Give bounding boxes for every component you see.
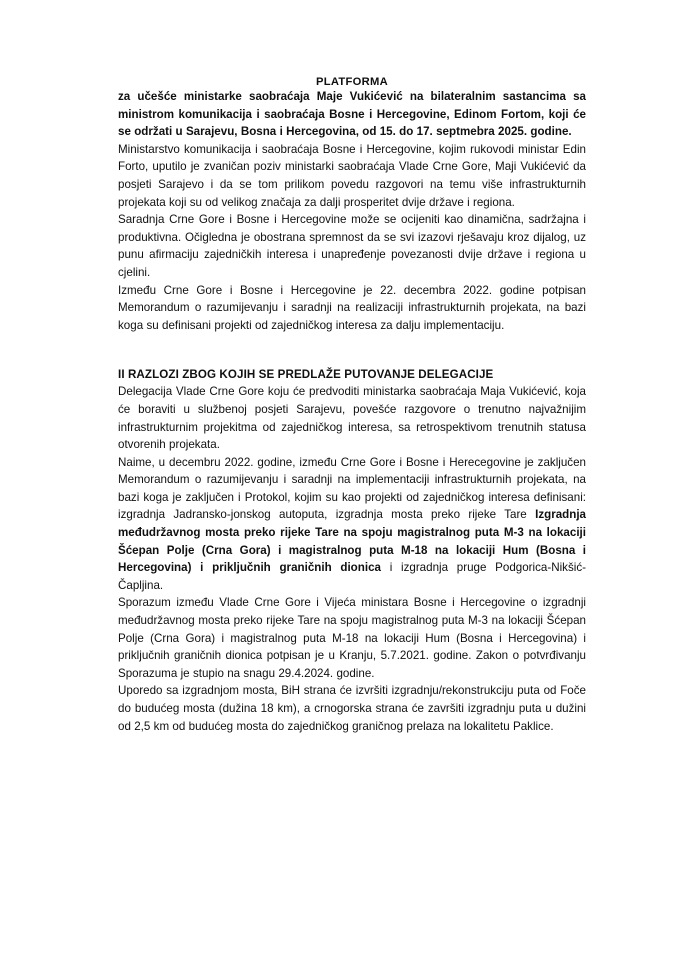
paragraph-3: Između Crne Gore i Bosne i Hercegovine je 22. decembra 2022. godine potpisan Memorandum o razumijevanju i saradnji na realizaciji infrastrukturnih projekata, na bazi koga su definisani projekti od zajedničkog interesa za dalju implementaciju. [118,283,586,332]
lead-paragraph: za učešće ministarke saobraćaja Maje Vukićević na bilateralnim sastancima sa ministrom komunikacija i saobraćaja Bosne i Hercegovine, Edinom Fortom, koji će se održati u Sarajevu, Bosna i Hercegovina, od 15. do 17. septmebra 2025. godine. [118,90,586,139]
paragraph-5-text-tail: i izgradnja pruge Podgorica-Nikšić-Čapljina. [118,561,586,592]
paragraph-1: Ministarstvo komunikacija i saobraćaja Bosne i Hercegovine, kojim rukovodi ministar Edin Forto, uputilo je zvaničan poziv ministarki saobraćaja Vlade Crne Gore, Maji Vukićević da posjeti Sarajevo i da se tom prilikom povedu razgovori na temu više infrastrukturnih projekata koji su od velikog značaja za dalji prosperitet dvije države i regiona. [118,142,586,209]
document-body [118,0,586,735]
paragraph-5-text-lead: Naime, u decembru 2022. godine, između Crne Gore i Bosne i Herecegovine je zaključen Memorandum o razumijevanju i saradnji na implementaciji infrastrukturnih projekata, na bazi koga je zaključen i Protokol, kojim su kao projekti od zajedničkog interesa definisani: izgradnja Jadransko-jonskog autoputa, izgradnja mosta preko rijeke Tare [118,455,586,522]
paragraph-6: Sporazum između Vlade Crne Gore i Vijeća ministara Bosne i Hercegovine o izgradnji međudržavnog mosta preko rijeke Tare na spoju magistralnog puta M-3 na lokaciji Šćepan Polje (Crna Gora) i magistralnog puta M-18 na lokaciji Hum (Bosna i Hercegovina) i priključnih graničnih dionica potpisan je u Kranju, 5.7.2021. godine. Zakon o potvrđivanju Sporazuma je stupio na snagu 29.4.2024. godine. [118,596,586,680]
section-heading-ii: II RAZLOZI ZBOG KOJIH SE PREDLAŽE PUTOVANJE DELEGACIJE [118,368,494,382]
paragraph-5-emphasis: Izgradnja međudržavnog mosta preko rijeke Tare na spoju magistralnog puta M-3 na lokaciji Šćepan Polje (Crna Gora) i magistralnog puta M-18 na lokaciji Hum (Bosna i Hercegovina) i priključnih graničnih dionica [118,508,586,575]
paragraph-7: Uporedo sa izgradnjom mosta, BiH strana će izvršiti izgradnju/rekonstrukciju puta od Foče do budućeg mosta (dužina 18 km), a crnogorska strana će završiti izgradnju puta u dužini od 2,5 km od budućeg mosta do zajedničkog graničnog prelaza na lokalitetu Paklice. [118,684,586,733]
paragraph-4: Delegacija Vlade Crne Gore koju će predvoditi ministarka saobraćaja Maja Vukićević, koja će boraviti u službenoj posjeti Sarajevu, povešće razgovore o trenutno najvažnijim infrastrukturnim projekitma od zajedničkog interesa, sa retrospektivom trenutnih statusa otvorenih projekata. [118,385,586,452]
paragraph-5 [118,454,586,595]
page-title: PLATFORMA [315,76,389,88]
paragraph-2: Saradnja Crne Gore i Bosne i Hercegovine može se ocijeniti kao dinamična, sadržajna i produktivna. Očigledna je obostrana spremnost da se svi izazovi rješavaju kroz dijalog, uz punu afirmaciju zajedničkih interesa i unapređenje povezanosti dvije države i regiona u cjelini. [118,213,586,279]
